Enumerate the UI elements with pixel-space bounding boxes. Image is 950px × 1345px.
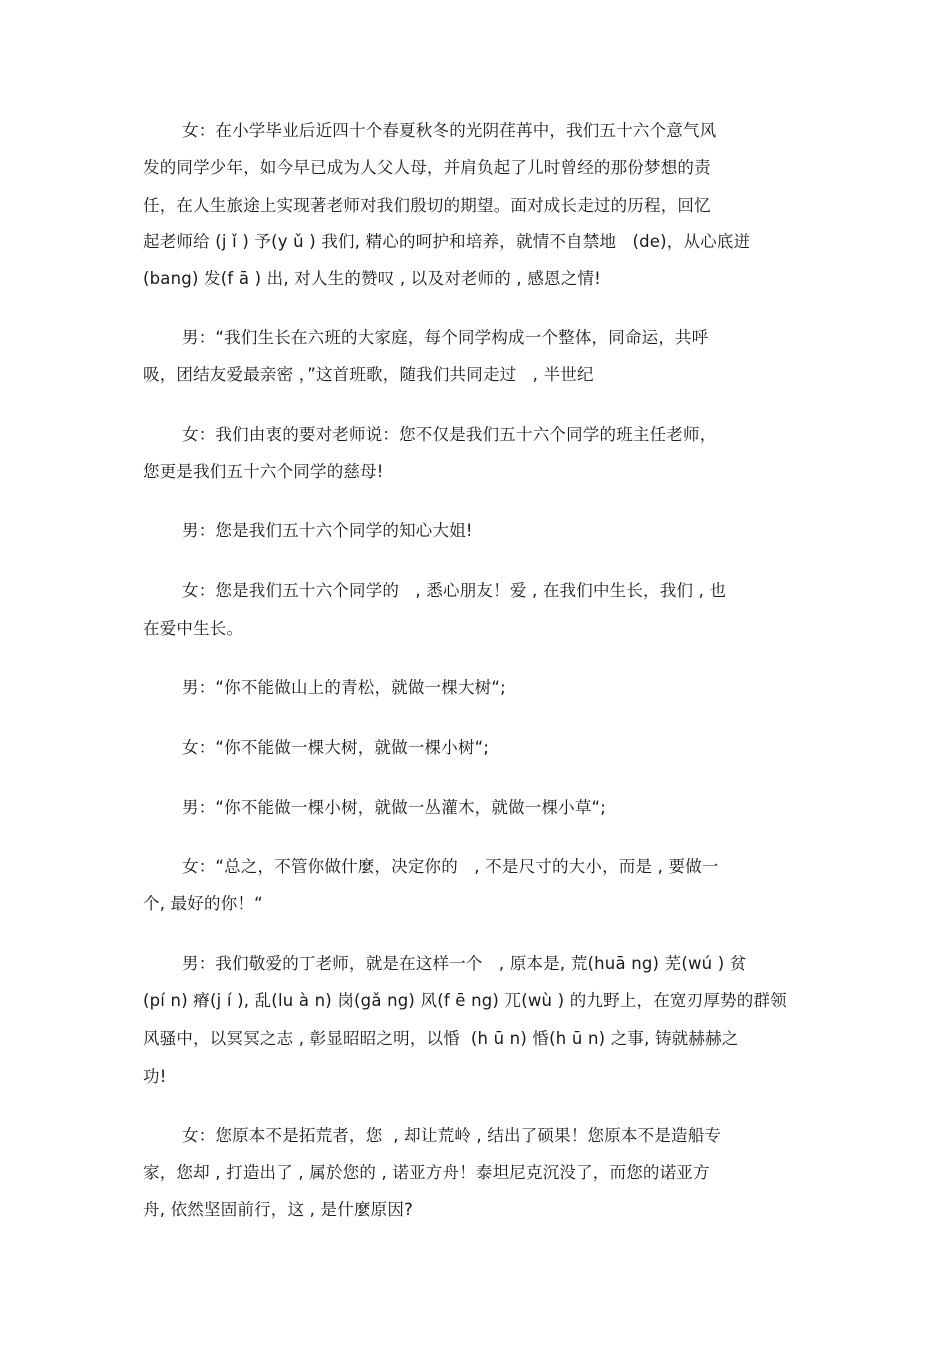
text-line: 舟, 依然坚固前行，这 , 是什麼原因? <box>143 1200 413 1219</box>
text-line: 功! <box>143 1067 167 1086</box>
text-line: 风骚中，以冥冥之志 , 彰显昭昭之明，以惛 (h ū n) 惛(h ū n) 之事, 铸就赫赫之 <box>143 1029 739 1048</box>
text-line: 男：“我们生长在六班的大家庭，每个同学构成一个整体，同命运，共呼 <box>182 328 709 347</box>
text-line: 女：我们由衷的要对老师说：您不仅是我们五十六个同学的班主任老师， <box>182 425 717 444</box>
text-line: 家，您却 , 打造出了 , 属於您的 , 诺亚方舟！泰坦尼克沉没了，而您的诺亚方 <box>143 1163 710 1182</box>
text-line: 个, 最好的你！“ <box>143 894 263 913</box>
text-line: 任，在人生旅途上实现著老师对我们殷切的期望。面对成长走过的历程，回忆 <box>143 196 711 215</box>
text-line: 男：“你不能做山上的青松，就做一棵大树“; <box>182 678 506 697</box>
text-line: 男：您是我们五十六个同学的知心大姐! <box>182 521 473 540</box>
text-line: 您更是我们五十六个同学的慈母! <box>143 462 384 481</box>
text-line: 起老师给 (j ǐ ) 予(y ǔ ) 我们, 精心的呵护和培养，就情不自禁地 (de)，从心底迸 <box>143 232 751 251</box>
text-line: 女：“总之，不管你做什麼，决定你的 , 不是尺寸的大小，而是 , 要做一 <box>182 857 719 876</box>
text-line: 发的同学少年，如今早已成为人父人母，并肩负起了儿时曾经的那份梦想的责 <box>143 158 711 177</box>
text-line: 女：您原本不是拓荒者，您 , 却让荒岭 , 结出了硕果！您原本不是造船专 <box>182 1126 722 1145</box>
text-line: 男：我们敬爱的丁老师，就是在这样一个 , 原本是, 荒(huā ng) 芜(wú ) 贫 <box>182 954 747 973</box>
text-line: 在爱中生长。 <box>143 619 244 638</box>
text-line: 女：您是我们五十六个同学的 , 悉心朋友！爱 , 在我们中生长，我们 , 也 <box>182 581 727 600</box>
text-line: (bang) 发(f ā ) 出, 对人生的赞叹 , 以及对老师的 , 感恩之情! <box>143 269 601 288</box>
text-line: (pí n) 瘠(j í ), 乱(lu à n) 岗(gǎ ng) 风(f ē ng) 兀(wù ) 的九野上，在宽刃厚势的群领 <box>143 991 787 1010</box>
text-line: 男：“你不能做一棵小树，就做一丛灌木，就做一棵小草“; <box>182 798 607 817</box>
text-line: 女：“你不能做一棵大树，就做一棵小树“; <box>182 738 490 757</box>
text-line: 吸，团结友爱最亲密 ，”这首班歌，随我们共同走过 , 半世纪 <box>143 365 594 384</box>
text-line: 女：在小学毕业后近四十个春夏秋冬的光阴荏苒中，我们五十六个意气风 <box>182 121 717 140</box>
